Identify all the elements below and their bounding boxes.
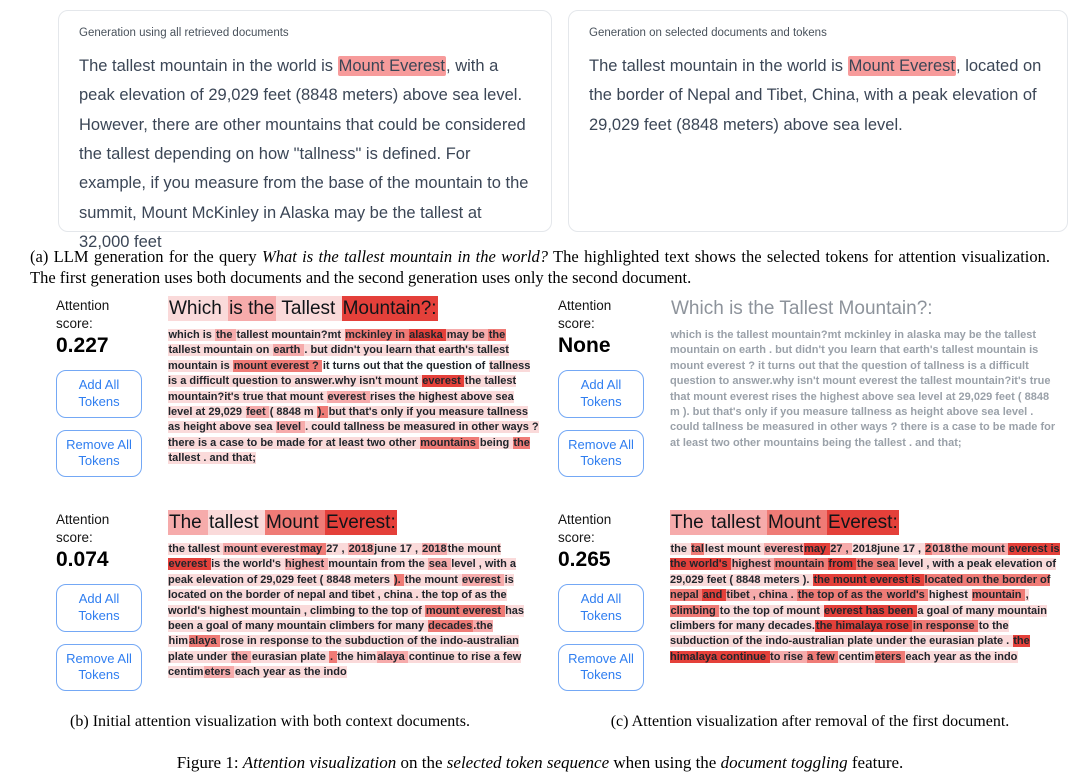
- highlighted-token[interactable]: alaya: [377, 650, 408, 663]
- highlighted-token[interactable]: mount everest ?: [233, 359, 322, 372]
- highlighted-token[interactable]: a few: [807, 650, 838, 663]
- highlighted-token[interactable]: 2018june 17 ,: [852, 542, 925, 555]
- highlighted-token[interactable]: centim: [838, 650, 875, 663]
- highlighted-token[interactable]: the sea: [856, 558, 898, 571]
- highlighted-token[interactable]: which is: [168, 328, 215, 341]
- viz-sidebar: [558, 511, 658, 701]
- highlighted-token[interactable]: .the: [473, 619, 493, 632]
- text-segment: Figure 1:: [176, 753, 243, 773]
- highlighted-token[interactable]: a goal of many mountain climbers for many decades.: [670, 604, 1047, 632]
- highlighted-token[interactable]: mount everest: [223, 542, 300, 555]
- highlighted-token[interactable]: to rise: [770, 650, 807, 663]
- highlighted-token[interactable]: . but didn't you learn that earth's tallest mountain is: [168, 344, 509, 372]
- attention-score-label: Attention score:: [56, 298, 110, 331]
- caption-b: (b) Initial attention visualization with both context documents.: [70, 713, 470, 731]
- highlighted-token[interactable]: Mount Everest: [338, 57, 446, 75]
- text-segment: selected token sequence: [446, 753, 610, 773]
- generation-box-selected-documents: [568, 10, 1068, 232]
- highlighted-token[interactable]: the mount everest is: [813, 573, 924, 586]
- highlighted-token[interactable]: tallness is a difficult question to answer.why isn't mount: [168, 359, 531, 388]
- highlighted-token[interactable]: everest: [422, 375, 464, 388]
- highlighted-token[interactable]: each year as the indo: [905, 650, 1018, 663]
- viz-sidebar: [558, 297, 658, 487]
- highlighted-token[interactable]: the: [670, 542, 691, 555]
- highlighted-token[interactable]: earth: [273, 344, 304, 357]
- highlighted-token[interactable]: the himalaya rose: [815, 619, 912, 632]
- highlighted-token[interactable]: eters: [204, 666, 234, 679]
- highlighted-token[interactable]: the: [513, 436, 530, 449]
- viz-title: [168, 297, 540, 321]
- highlighted-token[interactable]: being: [479, 436, 513, 449]
- highlighted-token[interactable]: the tallest: [168, 542, 223, 555]
- highlighted-token[interactable]: highest: [731, 558, 774, 571]
- highlighted-token[interactable]: continue to rise a few centim: [168, 650, 522, 679]
- text-segment: , with a peak elevation of 29,029 feet (8848 meters) above sea level. However, there are other mountains that could be considered the tallest depending on how "tallness" is defined. For example, if you measure from the base of the mountain to the summit, Mount McKinley in Alaska may be the tallest at 32,000 feet: [79, 57, 529, 252]
- attention-score-label: Attention score:: [56, 512, 110, 545]
- highlighted-token[interactable]: mountains: [420, 436, 479, 449]
- highlighted-token[interactable]: 27 ,: [830, 542, 852, 555]
- viz-title: [670, 511, 1060, 535]
- generation-row: [0, 0, 1080, 252]
- highlighted-token[interactable]: tibet , china .: [726, 589, 797, 602]
- highlighted-token[interactable]: eurasian plate: [251, 650, 329, 663]
- highlighted-token[interactable]: level: [276, 421, 305, 434]
- highlighted-token[interactable]: sea: [428, 558, 451, 571]
- highlighted-token[interactable]: level , with a peak elevation of 29,029 feet ( 8848 meters ).: [670, 558, 1057, 586]
- highlighted-token[interactable]: everest: [764, 542, 804, 555]
- add-all-tokens-button[interactable]: Add All Tokens: [56, 584, 142, 631]
- remove-all-tokens-button[interactable]: Remove All Tokens: [56, 430, 142, 477]
- text-segment: document toggling: [720, 753, 848, 773]
- text-segment: Attention visualization: [242, 753, 397, 773]
- text-segment: , located on the border of Nepal and Tibet, China, with a peak elevation of 29,029 feet (8848 meters) above sea level.: [589, 57, 1042, 134]
- attention-score-label: Attention score:: [558, 298, 612, 331]
- highlighted-token[interactable]: may be: [446, 328, 488, 341]
- text-segment: which is the tallest mountain?mt mckinley in alaska may be the tallest mountain on earth . but didn't you learn that earth's tallest mountain is mount everest ? it turns out that the question of tallness is a difficult question to answer.why isn't mount everest the tallest mountain?it's true that mount everest rises the highest above sea level at 29,029 feet ( 8848 m ). but that's only if you measure tallness as height above sea level . could tallness be measured in other ways ? there is a case to be made for at least two other mountains being the tallest . and that;: [670, 328, 1056, 449]
- add-all-tokens-button[interactable]: Add All Tokens: [558, 370, 644, 417]
- text-segment: it turns out that the question of: [322, 359, 489, 372]
- viz-body: [670, 542, 1060, 665]
- highlighted-token[interactable]: highest: [928, 589, 972, 602]
- highlighted-token[interactable]: mckinley in: [345, 328, 409, 341]
- highlighted-token[interactable]: highest: [285, 558, 328, 571]
- highlighted-token[interactable]: the mount: [447, 542, 501, 555]
- text-segment: The tallest mountain in the world is: [79, 57, 338, 75]
- generation-text: [79, 52, 531, 258]
- highlighted-token[interactable]: is the world's: [211, 558, 285, 571]
- highlighted-token[interactable]: Everest:: [326, 512, 396, 534]
- highlighted-token[interactable]: Mount: [767, 512, 827, 534]
- generation-box-all-documents: [58, 10, 552, 252]
- viz-content: [670, 511, 1060, 701]
- highlighted-token[interactable]: 2: [925, 542, 932, 555]
- text-segment: What is the tallest mountain in the world?: [261, 247, 548, 266]
- highlighted-token[interactable]: the: [231, 650, 251, 663]
- highlighted-token[interactable]: everest: [168, 558, 211, 571]
- highlighted-token[interactable]: is the: [229, 298, 275, 320]
- remove-all-tokens-button[interactable]: Remove All Tokens: [558, 430, 644, 477]
- text-segment: feature.: [847, 753, 904, 773]
- highlighted-token[interactable]: in response: [912, 619, 978, 632]
- highlighted-token[interactable]: climbing: [670, 604, 719, 617]
- attention-score-label: Attention score:: [558, 512, 612, 545]
- highlighted-token[interactable]: everest is the world's: [670, 542, 1060, 571]
- generation-text: [589, 52, 1047, 140]
- highlighted-token[interactable]: ).: [317, 405, 328, 418]
- highlighted-token[interactable]: the tallest mountain?it's true that mount: [168, 375, 517, 403]
- text-segment: when using the: [609, 753, 721, 773]
- highlighted-token[interactable]: . could tallness be measured in other ways ? there is a case to be made for at least two other: [168, 421, 539, 449]
- remove-all-tokens-button[interactable]: Remove All Tokens: [56, 644, 142, 691]
- viz-title: [670, 297, 1060, 321]
- highlighted-token[interactable]: Mountain?:: [342, 298, 437, 320]
- generation-box-label: Generation on selected documents and tokens: [589, 27, 827, 39]
- viz-content: [670, 297, 1060, 487]
- text-segment: The tallest mountain in the world is: [589, 57, 848, 75]
- highlighted-token[interactable]: rose in response to the subduction of the indo-australian plate under: [168, 635, 519, 663]
- highlighted-token[interactable]: .: [329, 650, 337, 663]
- highlighted-token[interactable]: mountain: [774, 558, 828, 571]
- text-segment: on the: [396, 753, 447, 773]
- highlighted-token[interactable]: the top of as the: [797, 589, 886, 602]
- highlighted-token[interactable]: mountain: [972, 589, 1025, 602]
- viz-content: [168, 511, 540, 701]
- highlighted-token[interactable]: lest mount: [704, 542, 764, 555]
- remove-all-tokens-button[interactable]: Remove All Tokens: [558, 644, 644, 691]
- highlighted-token[interactable]: to the top of mount: [719, 604, 824, 617]
- highlighted-token[interactable]: tallest: [209, 512, 264, 534]
- attention-score-value: 0.265: [558, 548, 611, 572]
- highlighted-token[interactable]: Tallest: [276, 298, 341, 320]
- figure-caption: [0, 753, 1080, 773]
- highlighted-token[interactable]: 27 ,: [326, 542, 348, 555]
- highlighted-token[interactable]: everest: [327, 390, 370, 403]
- highlighted-token[interactable]: rises the highest above sea level at 29,029: [168, 390, 514, 418]
- highlighted-token[interactable]: the: [488, 328, 506, 341]
- highlighted-token[interactable]: is located on the border of nepal and tibet , china . the top of as the world's highest mountain , climbing to the top of: [168, 573, 514, 617]
- text-segment: The highlighted text shows the selected tokens for attention visualization. The first generation uses both documents and the second generation uses only the second document.: [30, 247, 1050, 288]
- highlighted-token[interactable]: each year as the indo: [234, 666, 347, 679]
- add-all-tokens-button[interactable]: Add All Tokens: [558, 584, 644, 631]
- attention-score-value: None: [558, 334, 611, 358]
- highlighted-token[interactable]: mountain from the: [328, 558, 428, 571]
- highlighted-token[interactable]: from: [828, 558, 856, 571]
- highlighted-token[interactable]: has been a goal of many mountain climbers for many: [168, 604, 525, 632]
- add-all-tokens-button[interactable]: Add All Tokens: [56, 370, 142, 417]
- highlighted-token[interactable]: Which: [169, 298, 228, 320]
- viz-body: [168, 328, 540, 467]
- attention-panels: [0, 297, 1080, 701]
- highlighted-token[interactable]: and: [702, 589, 726, 602]
- viz-title: [168, 511, 540, 535]
- viz-section-b1: [56, 297, 558, 487]
- highlighted-token[interactable]: The: [671, 512, 710, 534]
- highlighted-token[interactable]: located on the border of nepal: [670, 573, 1051, 602]
- highlighted-token[interactable]: ,: [1025, 589, 1029, 602]
- highlighted-token[interactable]: may: [300, 542, 326, 555]
- highlighted-token[interactable]: Mount: [265, 512, 325, 534]
- captions-bc: [0, 713, 1080, 731]
- highlighted-token[interactable]: 2018: [422, 542, 447, 555]
- highlighted-token[interactable]: Mount Everest: [848, 57, 956, 75]
- highlighted-token[interactable]: the: [215, 328, 236, 341]
- text-segment: (a) LLM generation for the query: [30, 247, 262, 266]
- highlighted-token[interactable]: Everest:: [828, 512, 898, 534]
- highlighted-token[interactable]: tallest: [711, 512, 766, 534]
- highlighted-token[interactable]: ).: [394, 573, 404, 586]
- highlighted-token[interactable]: may: [804, 542, 830, 555]
- highlighted-token[interactable]: the himalaya continue: [670, 635, 1030, 663]
- highlighted-token[interactable]: alaska: [409, 328, 446, 341]
- highlighted-token[interactable]: tallest mountain?mt: [236, 328, 345, 341]
- highlighted-token[interactable]: ( 8848 m: [269, 405, 317, 418]
- highlighted-token[interactable]: 2018: [348, 542, 374, 555]
- text-segment: Which is the Tallest Mountain?:: [671, 298, 933, 320]
- highlighted-token[interactable]: world's: [886, 589, 928, 602]
- attention-score-value: 0.227: [56, 334, 109, 358]
- highlighted-token[interactable]: him: [168, 635, 189, 648]
- viz-section-c2: [558, 511, 1060, 701]
- highlighted-token[interactable]: but that's only if you measure tallness as height above sea: [168, 405, 529, 434]
- highlighted-token[interactable]: the him: [337, 650, 377, 663]
- highlighted-token[interactable]: tal: [691, 542, 704, 555]
- viz-sidebar: [56, 297, 156, 487]
- panel-c: [558, 297, 1060, 701]
- attention-score-value: 0.074: [56, 548, 109, 572]
- highlighted-token[interactable]: the mount: [404, 573, 462, 586]
- viz-body: [670, 328, 1060, 451]
- highlighted-token[interactable]: june 17 ,: [374, 542, 422, 555]
- viz-section-b2: [56, 511, 558, 701]
- caption-a: [30, 246, 1050, 288]
- highlighted-token[interactable]: to the subduction of the indo-australian plate under the eurasian plate .: [670, 619, 1013, 648]
- highlighted-token[interactable]: the mount: [951, 542, 1008, 555]
- highlighted-token[interactable]: alaya: [189, 635, 220, 648]
- viz-sidebar: [56, 511, 156, 701]
- highlighted-token[interactable]: level , with a peak elevation of 29,029 feet ( 8848 meters: [168, 558, 517, 586]
- viz-content: [168, 297, 540, 487]
- panel-b: [56, 297, 558, 701]
- highlighted-token[interactable]: tallest . and that;: [168, 452, 256, 465]
- viz-section-c1: [558, 297, 1060, 487]
- highlighted-token[interactable]: feet: [246, 405, 269, 418]
- highlighted-token[interactable]: mount everest: [425, 604, 505, 617]
- highlighted-token[interactable]: everest has been: [824, 604, 917, 617]
- highlighted-token[interactable]: tallest mountain on: [168, 344, 273, 357]
- highlighted-token[interactable]: The: [169, 512, 208, 534]
- highlighted-token[interactable]: 018: [932, 542, 951, 555]
- viz-body: [168, 542, 540, 681]
- highlighted-token[interactable]: everest: [462, 573, 504, 586]
- caption-c: (c) Attention visualization after removal of the first document.: [610, 713, 1010, 731]
- highlighted-token[interactable]: eters: [875, 650, 905, 663]
- generation-box-label: Generation using all retrieved documents: [79, 27, 289, 39]
- highlighted-token[interactable]: decades: [428, 619, 473, 632]
